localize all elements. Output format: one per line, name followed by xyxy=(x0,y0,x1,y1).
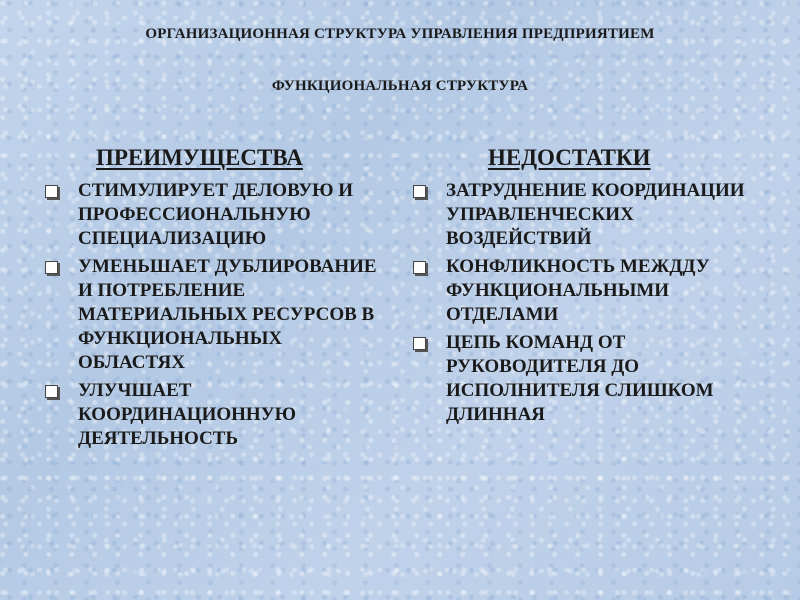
list-item xyxy=(40,379,392,451)
slide-subtitle: ФУНКЦИОНАЛЬНАЯ СТРУКТУРА xyxy=(271,78,529,94)
checkbox-bullet-icon xyxy=(413,185,426,198)
advantages-list xyxy=(40,179,392,451)
list-item-text: КОНФЛИКНОСТЬ МЕЖДДУ ФУНКЦИОНАЛЬНЫМИ ОТДЕЛАМИ xyxy=(446,256,710,325)
slide-title: ОРГАНИЗАЦИОННАЯ СТРУКТУРА УПРАВЛЕНИЯ ПРЕДПРИЯТИЕМ xyxy=(145,26,655,42)
checkbox-bullet-icon xyxy=(413,261,426,274)
list-item-text: УМЕНЬШАЕТ ДУБЛИРОВАНИЕ И ПОТРЕБЛЕНИЕ МАТЕРИАЛЬНЫХ РЕСУРСОВ В ФУНКЦИОНАЛЬНЫХ ОБЛАСТЯХ xyxy=(78,256,377,373)
list-item xyxy=(408,255,768,327)
list-item-text: ЦЕПЬ КОМАНД ОТ РУКОВОДИТЕЛЯ ДО ИСПОЛНИТЕЛЯ СЛИШКОМ ДЛИННАЯ xyxy=(446,332,714,425)
advantages-column xyxy=(40,145,392,455)
list-item-text: СТИМУЛИРУЕТ ДЕЛОВУЮ И ПРОФЕССИОНАЛЬНУЮ СПЕЦИАЛИЗАЦИЮ xyxy=(78,180,354,249)
disadvantages-heading: НЕДОСТАТКИ xyxy=(488,145,651,170)
checkbox-bullet-icon xyxy=(413,337,426,350)
list-item xyxy=(408,331,768,427)
list-item xyxy=(408,179,768,251)
list-item-text: УЛУЧШАЕТ КООРДИНАЦИОННУЮ ДЕЯТЕЛЬНОСТЬ xyxy=(78,380,297,449)
checkbox-bullet-icon xyxy=(45,261,58,274)
list-item xyxy=(40,179,392,251)
advantages-heading: ПРЕИМУЩЕСТВА xyxy=(96,145,303,170)
disadvantages-list xyxy=(408,179,768,427)
list-item xyxy=(40,255,392,375)
disadvantages-column xyxy=(408,145,768,431)
list-item-text: ЗАТРУДНЕНИЕ КООРДИНАЦИИ УПРАВЛЕНЧЕСКИХ ВОЗДЕЙСТВИЙ xyxy=(446,180,745,249)
checkbox-bullet-icon xyxy=(45,385,58,398)
checkbox-bullet-icon xyxy=(45,185,58,198)
